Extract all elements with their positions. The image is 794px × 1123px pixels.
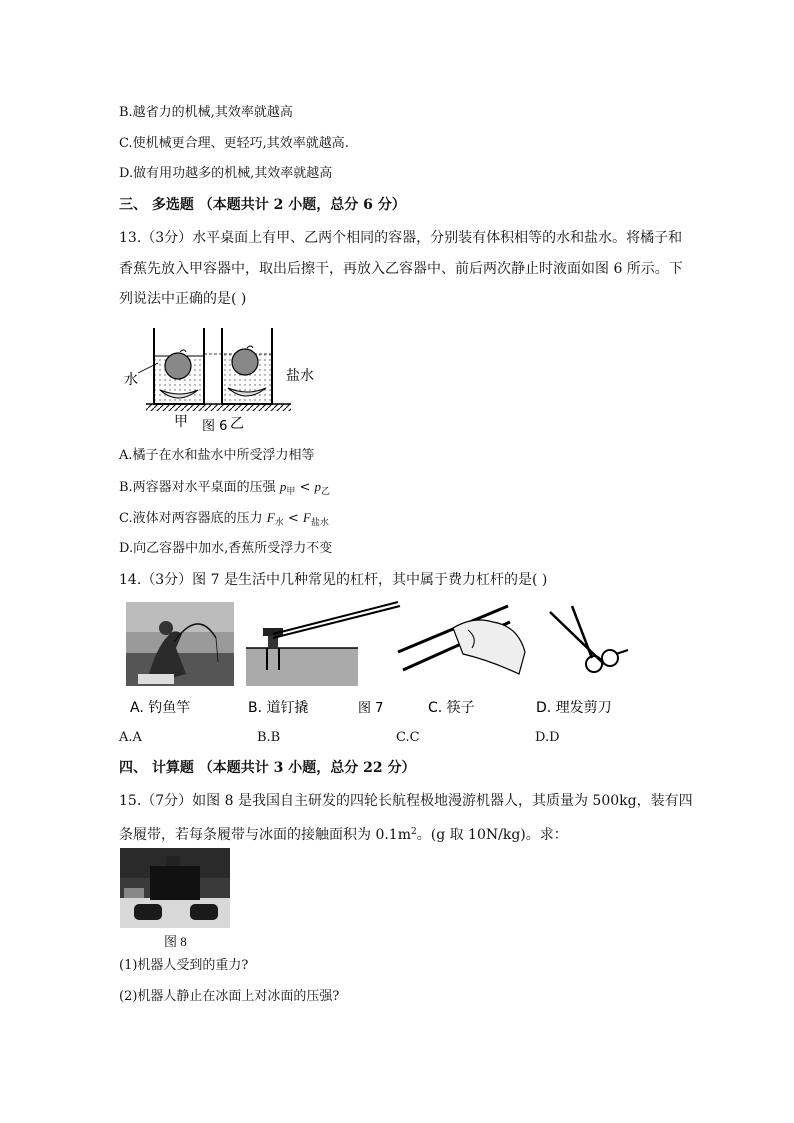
q12-option-c: C.使机械更合理、更轻巧,其效率就越高. — [119, 136, 349, 151]
q13-option-b: B.两容器对水平桌面的压强 $p_甲 < p_乙$ — [119, 479, 331, 497]
q15-sub-question-1: (1)机器人受到的重力? — [119, 958, 249, 973]
scissors-icon — [550, 606, 628, 672]
orange-icon — [165, 353, 191, 379]
q13-stem-line-1: 13.（3分）水平桌面上有甲、乙两个相同的容器，分别装有体积相等的水和盐水。将橘子和 — [119, 230, 683, 246]
section-3-title: 三、 多选题 （本题共计 2 小题，总分 6 分） — [119, 197, 406, 213]
q15-sub-question-2: (2)机器人静止在冰面上对冰面的压强? — [119, 989, 340, 1004]
figure-7-levers — [118, 598, 638, 720]
q15-stem-line-1: 15.（7分）如图 8 是我国自主研发的四轮长航程极地漫游机器人，其质量为 500kg，装有四 — [119, 793, 693, 809]
label-yi: 乙 — [230, 416, 244, 432]
crowbar-diagram — [246, 602, 400, 686]
label-b-crowbar: B. 道钉撬 — [248, 700, 309, 716]
q15-stem-line-2: 条履带，若每条履带与冰面的接触面积为 $0.1m^2$。(g 取 10N/kg)。求： — [119, 827, 568, 843]
q14-option-b: B.B — [257, 730, 281, 745]
fishing-rod-photo — [126, 602, 234, 686]
q13-option-c: C.液体对两容器底的压力 $F_水 < F_{盐水}$ — [119, 510, 329, 528]
label-water: 水 — [124, 372, 138, 388]
figure-6-containers — [118, 318, 328, 436]
q12-option-d: D.做有用功越多的机械,其效率就越高 — [119, 166, 333, 181]
q12-option-b: B.越省力的机械,其效率就越高 — [119, 105, 293, 120]
q13-option-a: A.橘子在水和盐水中所受浮力相等 — [119, 448, 315, 463]
label-d-scissors: D. 理发剪刀 — [536, 700, 612, 716]
q13-stem-line-2: 香蕉先放入甲容器中，取出后擦干，再放入乙容器中、前后两次静止时液面如图 6 所示。下 — [119, 261, 683, 277]
label-jia: 甲 — [174, 414, 188, 430]
q14-option-d: D.D — [535, 730, 560, 745]
label-c-chopsticks: C. 筷子 — [428, 700, 475, 716]
q13-option-d: D.向乙容器中加水,香蕉所受浮力不变 — [119, 541, 333, 556]
figure-8-robot-photo — [120, 848, 230, 928]
q14-option-c: C.C — [396, 730, 420, 745]
figure-7-caption: 图 7 — [358, 701, 384, 716]
q14-option-a: A.A — [119, 730, 142, 745]
label-a-fishing-rod: A. 钓鱼竿 — [130, 700, 191, 716]
chopsticks-hand — [398, 606, 525, 674]
section-4-title: 四、 计算题 （本题共计 3 小题，总分 22 分） — [119, 760, 416, 776]
q14-stem: 14.（3分）图 7 是生活中几种常见的杠杆，其中属于费力杠杆的是( ) — [119, 572, 548, 588]
figure-6-caption: 图 6 — [202, 419, 228, 434]
label-saltwater: 盐水 — [286, 368, 314, 384]
q13-stem-line-3: 列说法中正确的是( ) — [119, 291, 247, 307]
orange-icon — [232, 349, 258, 375]
figure-8-caption: 图 8 — [164, 934, 187, 949]
